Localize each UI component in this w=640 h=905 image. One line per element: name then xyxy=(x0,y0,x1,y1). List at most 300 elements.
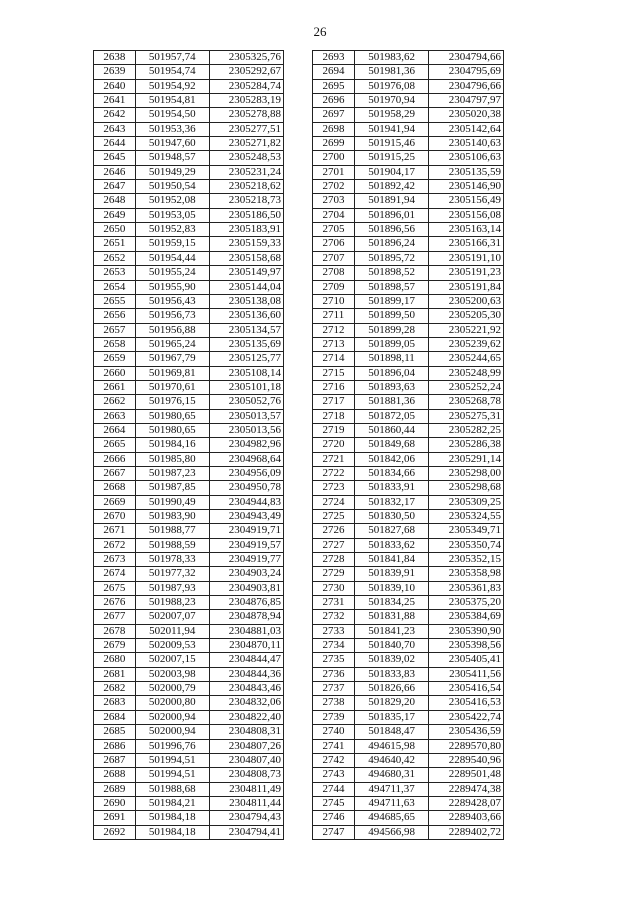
x-coordinate-cell: 494566,98 xyxy=(354,825,429,839)
table-row xyxy=(94,280,284,294)
y-coordinate-cell: 2304807,40 xyxy=(209,753,283,767)
point-number-cell: 2650 xyxy=(94,223,136,237)
y-coordinate-cell: 2289403,66 xyxy=(429,811,504,825)
y-coordinate-cell: 2305191,10 xyxy=(429,251,504,265)
x-coordinate-cell: 501970,94 xyxy=(354,94,429,108)
x-coordinate-cell: 501891,94 xyxy=(354,194,429,208)
y-coordinate-cell: 2304797,97 xyxy=(429,94,504,108)
table-row xyxy=(94,782,284,796)
y-coordinate-cell: 2305291,14 xyxy=(429,452,504,466)
table-row xyxy=(313,782,504,796)
table-row xyxy=(94,237,284,251)
point-number-cell: 2731 xyxy=(313,596,355,610)
point-number-cell: 2729 xyxy=(313,567,355,581)
table-row xyxy=(94,309,284,323)
y-coordinate-cell: 2305283,19 xyxy=(209,94,283,108)
point-number-cell: 2726 xyxy=(313,524,355,538)
x-coordinate-cell: 501978,33 xyxy=(135,553,209,567)
x-coordinate-cell: 501987,23 xyxy=(135,466,209,480)
point-number-cell: 2712 xyxy=(313,323,355,337)
point-number-cell: 2640 xyxy=(94,79,136,93)
point-number-cell: 2673 xyxy=(94,553,136,567)
y-coordinate-cell: 2305384,69 xyxy=(429,610,504,624)
table-row xyxy=(94,122,284,136)
x-coordinate-cell: 501985,80 xyxy=(135,452,209,466)
table-row xyxy=(313,811,504,825)
y-coordinate-cell: 2305135,59 xyxy=(429,165,504,179)
y-coordinate-cell: 2305390,90 xyxy=(429,624,504,638)
point-number-cell: 2709 xyxy=(313,280,355,294)
point-number-cell: 2721 xyxy=(313,452,355,466)
x-coordinate-cell: 501983,90 xyxy=(135,510,209,524)
table-row xyxy=(94,423,284,437)
x-coordinate-cell: 501988,59 xyxy=(135,538,209,552)
y-coordinate-cell: 2305252,24 xyxy=(429,380,504,394)
x-coordinate-cell: 502007,15 xyxy=(135,653,209,667)
table-row xyxy=(94,653,284,667)
x-coordinate-cell: 501899,05 xyxy=(354,337,429,351)
x-coordinate-cell: 501898,57 xyxy=(354,280,429,294)
x-coordinate-cell: 501915,25 xyxy=(354,151,429,165)
point-number-cell: 2732 xyxy=(313,610,355,624)
y-coordinate-cell: 2305282,25 xyxy=(429,423,504,437)
y-coordinate-cell: 2305277,51 xyxy=(209,122,283,136)
table-row xyxy=(313,495,504,509)
table-row xyxy=(94,796,284,810)
y-coordinate-cell: 2305375,20 xyxy=(429,596,504,610)
y-coordinate-cell: 2305298,68 xyxy=(429,481,504,495)
point-number-cell: 2705 xyxy=(313,223,355,237)
x-coordinate-cell: 501955,24 xyxy=(135,266,209,280)
point-number-cell: 2706 xyxy=(313,237,355,251)
table-row xyxy=(313,108,504,122)
table-row xyxy=(313,237,504,251)
x-coordinate-cell: 501896,24 xyxy=(354,237,429,251)
y-coordinate-cell: 2305183,91 xyxy=(209,223,283,237)
x-coordinate-cell: 501984,18 xyxy=(135,825,209,839)
y-coordinate-cell: 2305146,90 xyxy=(429,180,504,194)
x-coordinate-cell: 501833,91 xyxy=(354,481,429,495)
page-number: 26 xyxy=(313,24,327,39)
y-coordinate-cell: 2304794,43 xyxy=(209,811,283,825)
point-number-cell: 2741 xyxy=(313,739,355,753)
x-coordinate-cell: 501965,24 xyxy=(135,337,209,351)
y-coordinate-cell: 2304796,66 xyxy=(429,79,504,93)
x-coordinate-cell: 501954,81 xyxy=(135,94,209,108)
x-coordinate-cell: 501839,02 xyxy=(354,653,429,667)
table-row xyxy=(313,682,504,696)
point-number-cell: 2660 xyxy=(94,366,136,380)
x-coordinate-cell: 502000,79 xyxy=(135,682,209,696)
point-number-cell: 2737 xyxy=(313,682,355,696)
x-coordinate-cell: 501830,50 xyxy=(354,510,429,524)
table-row xyxy=(313,79,504,93)
point-number-cell: 2689 xyxy=(94,782,136,796)
x-coordinate-cell: 494640,42 xyxy=(354,753,429,767)
point-number-cell: 2654 xyxy=(94,280,136,294)
x-coordinate-cell: 494711,37 xyxy=(354,782,429,796)
x-coordinate-cell: 501839,10 xyxy=(354,581,429,595)
y-coordinate-cell: 2305013,56 xyxy=(209,423,283,437)
y-coordinate-cell: 2304943,49 xyxy=(209,510,283,524)
table-row xyxy=(94,165,284,179)
x-coordinate-cell: 494685,65 xyxy=(354,811,429,825)
table-row xyxy=(94,208,284,222)
table-row xyxy=(313,739,504,753)
point-number-cell: 2746 xyxy=(313,811,355,825)
table-row xyxy=(94,438,284,452)
table-row xyxy=(94,337,284,351)
point-number-cell: 2704 xyxy=(313,208,355,222)
y-coordinate-cell: 2305398,56 xyxy=(429,639,504,653)
table-row xyxy=(313,137,504,151)
x-coordinate-cell: 501860,44 xyxy=(354,423,429,437)
point-number-cell: 2743 xyxy=(313,768,355,782)
table-row xyxy=(94,94,284,108)
y-coordinate-cell: 2305200,63 xyxy=(429,294,504,308)
x-coordinate-cell: 501896,01 xyxy=(354,208,429,222)
x-coordinate-cell: 501839,91 xyxy=(354,567,429,581)
y-coordinate-cell: 2304903,24 xyxy=(209,567,283,581)
table-row xyxy=(313,151,504,165)
x-coordinate-cell: 501977,32 xyxy=(135,567,209,581)
x-coordinate-cell: 501984,21 xyxy=(135,796,209,810)
y-coordinate-cell: 2305405,41 xyxy=(429,653,504,667)
y-coordinate-cell: 2304870,11 xyxy=(209,639,283,653)
point-number-cell: 2653 xyxy=(94,266,136,280)
point-number-cell: 2639 xyxy=(94,65,136,79)
point-number-cell: 2666 xyxy=(94,452,136,466)
point-number-cell: 2652 xyxy=(94,251,136,265)
point-number-cell: 2687 xyxy=(94,753,136,767)
point-number-cell: 2736 xyxy=(313,667,355,681)
x-coordinate-cell: 501949,29 xyxy=(135,165,209,179)
point-number-cell: 2711 xyxy=(313,309,355,323)
x-coordinate-cell: 501872,05 xyxy=(354,409,429,423)
y-coordinate-cell: 2289540,96 xyxy=(429,753,504,767)
point-number-cell: 2693 xyxy=(313,51,355,65)
table-row xyxy=(313,122,504,136)
y-coordinate-cell: 2305166,31 xyxy=(429,237,504,251)
x-coordinate-cell: 501984,16 xyxy=(135,438,209,452)
point-number-cell: 2722 xyxy=(313,466,355,480)
point-number-cell: 2682 xyxy=(94,682,136,696)
point-number-cell: 2669 xyxy=(94,495,136,509)
y-coordinate-cell: 2305248,99 xyxy=(429,366,504,380)
point-number-cell: 2645 xyxy=(94,151,136,165)
point-number-cell: 2735 xyxy=(313,653,355,667)
point-number-cell: 2725 xyxy=(313,510,355,524)
point-number-cell: 2696 xyxy=(313,94,355,108)
y-coordinate-cell: 2304843,46 xyxy=(209,682,283,696)
table-row xyxy=(94,495,284,509)
point-number-cell: 2710 xyxy=(313,294,355,308)
y-coordinate-cell: 2304822,40 xyxy=(209,710,283,724)
point-number-cell: 2643 xyxy=(94,122,136,136)
table-row xyxy=(313,366,504,380)
table-row xyxy=(313,266,504,280)
table-row xyxy=(94,466,284,480)
point-number-cell: 2651 xyxy=(94,237,136,251)
point-number-cell: 2642 xyxy=(94,108,136,122)
y-coordinate-cell: 2304844,47 xyxy=(209,653,283,667)
y-coordinate-cell: 2305309,25 xyxy=(429,495,504,509)
y-coordinate-cell: 2305352,15 xyxy=(429,553,504,567)
x-coordinate-cell: 501958,29 xyxy=(354,108,429,122)
point-number-cell: 2719 xyxy=(313,423,355,437)
x-coordinate-cell: 501840,70 xyxy=(354,639,429,653)
table-row xyxy=(94,596,284,610)
table-row xyxy=(313,825,504,839)
y-coordinate-cell: 2305136,60 xyxy=(209,309,283,323)
x-coordinate-cell: 501848,47 xyxy=(354,725,429,739)
point-number-cell: 2647 xyxy=(94,180,136,194)
x-coordinate-cell: 501954,92 xyxy=(135,79,209,93)
point-number-cell: 2656 xyxy=(94,309,136,323)
point-number-cell: 2691 xyxy=(94,811,136,825)
x-coordinate-cell: 502000,94 xyxy=(135,725,209,739)
y-coordinate-cell: 2305286,38 xyxy=(429,438,504,452)
table-row xyxy=(94,452,284,466)
table-row xyxy=(313,567,504,581)
y-coordinate-cell: 2304808,31 xyxy=(209,725,283,739)
point-number-cell: 2723 xyxy=(313,481,355,495)
point-number-cell: 2657 xyxy=(94,323,136,337)
y-coordinate-cell: 2289501,48 xyxy=(429,768,504,782)
y-coordinate-cell: 2305149,97 xyxy=(209,266,283,280)
point-number-cell: 2747 xyxy=(313,825,355,839)
x-coordinate-cell: 501827,68 xyxy=(354,524,429,538)
x-coordinate-cell: 501833,83 xyxy=(354,667,429,681)
y-coordinate-cell: 2305271,82 xyxy=(209,137,283,151)
table-row xyxy=(94,366,284,380)
y-coordinate-cell: 2304878,94 xyxy=(209,610,283,624)
y-coordinate-cell: 2304950,78 xyxy=(209,481,283,495)
x-coordinate-cell: 501899,50 xyxy=(354,309,429,323)
x-coordinate-cell: 501967,79 xyxy=(135,352,209,366)
y-coordinate-cell: 2305361,83 xyxy=(429,581,504,595)
point-number-cell: 2727 xyxy=(313,538,355,552)
x-coordinate-cell: 501881,36 xyxy=(354,395,429,409)
x-coordinate-cell: 501956,43 xyxy=(135,294,209,308)
coordinates-table-right xyxy=(312,50,504,840)
point-number-cell: 2686 xyxy=(94,739,136,753)
table-row xyxy=(313,624,504,638)
table-row xyxy=(94,323,284,337)
point-number-cell: 2744 xyxy=(313,782,355,796)
table-row xyxy=(313,610,504,624)
point-number-cell: 2663 xyxy=(94,409,136,423)
table-row xyxy=(313,596,504,610)
table-row xyxy=(313,524,504,538)
x-coordinate-cell: 494615,98 xyxy=(354,739,429,753)
point-number-cell: 2684 xyxy=(94,710,136,724)
y-coordinate-cell: 2305349,71 xyxy=(429,524,504,538)
x-coordinate-cell: 501990,49 xyxy=(135,495,209,509)
table-row xyxy=(313,208,504,222)
y-coordinate-cell: 2304919,71 xyxy=(209,524,283,538)
y-coordinate-cell: 2305350,74 xyxy=(429,538,504,552)
y-coordinate-cell: 2289570,80 xyxy=(429,739,504,753)
point-number-cell: 2655 xyxy=(94,294,136,308)
point-number-cell: 2662 xyxy=(94,395,136,409)
x-coordinate-cell: 502011,94 xyxy=(135,624,209,638)
point-number-cell: 2715 xyxy=(313,366,355,380)
x-coordinate-cell: 501956,73 xyxy=(135,309,209,323)
table-row xyxy=(313,481,504,495)
x-coordinate-cell: 501893,63 xyxy=(354,380,429,394)
table-row xyxy=(313,510,504,524)
y-coordinate-cell: 2304968,64 xyxy=(209,452,283,466)
y-coordinate-cell: 2305186,50 xyxy=(209,208,283,222)
x-coordinate-cell: 501988,23 xyxy=(135,596,209,610)
point-number-cell: 2664 xyxy=(94,423,136,437)
table-row xyxy=(94,194,284,208)
table-row xyxy=(313,768,504,782)
point-number-cell: 2681 xyxy=(94,667,136,681)
y-coordinate-cell: 2304795,69 xyxy=(429,65,504,79)
y-coordinate-cell: 2305125,77 xyxy=(209,352,283,366)
table-row xyxy=(313,294,504,308)
table-row xyxy=(94,380,284,394)
point-number-cell: 2638 xyxy=(94,51,136,65)
point-number-cell: 2695 xyxy=(313,79,355,93)
y-coordinate-cell: 2305156,08 xyxy=(429,208,504,222)
y-coordinate-cell: 2305134,57 xyxy=(209,323,283,337)
point-number-cell: 2730 xyxy=(313,581,355,595)
table-row xyxy=(313,452,504,466)
y-coordinate-cell: 2305422,74 xyxy=(429,710,504,724)
x-coordinate-cell: 501953,36 xyxy=(135,122,209,136)
table-row xyxy=(313,710,504,724)
point-number-cell: 2734 xyxy=(313,639,355,653)
point-number-cell: 2728 xyxy=(313,553,355,567)
x-coordinate-cell: 501954,74 xyxy=(135,65,209,79)
table-row xyxy=(313,639,504,653)
y-coordinate-cell: 2304811,44 xyxy=(209,796,283,810)
x-coordinate-cell: 501947,60 xyxy=(135,137,209,151)
table-row xyxy=(94,65,284,79)
point-number-cell: 2672 xyxy=(94,538,136,552)
table-row xyxy=(94,710,284,724)
x-coordinate-cell: 501941,94 xyxy=(354,122,429,136)
y-coordinate-cell: 2305159,33 xyxy=(209,237,283,251)
y-coordinate-cell: 2304881,03 xyxy=(209,624,283,638)
point-number-cell: 2683 xyxy=(94,696,136,710)
table-row xyxy=(94,567,284,581)
table-row xyxy=(94,510,284,524)
point-number-cell: 2677 xyxy=(94,610,136,624)
table-row xyxy=(94,223,284,237)
table-row xyxy=(94,538,284,552)
point-number-cell: 2745 xyxy=(313,796,355,810)
x-coordinate-cell: 501953,05 xyxy=(135,208,209,222)
table-row xyxy=(94,151,284,165)
x-coordinate-cell: 502009,53 xyxy=(135,639,209,653)
x-coordinate-cell: 501983,62 xyxy=(354,51,429,65)
x-coordinate-cell: 502000,80 xyxy=(135,696,209,710)
table-row xyxy=(313,466,504,480)
point-number-cell: 2724 xyxy=(313,495,355,509)
x-coordinate-cell: 501994,51 xyxy=(135,768,209,782)
point-number-cell: 2665 xyxy=(94,438,136,452)
x-coordinate-cell: 501892,42 xyxy=(354,180,429,194)
table-row xyxy=(313,667,504,681)
point-number-cell: 2698 xyxy=(313,122,355,136)
x-coordinate-cell: 501915,46 xyxy=(354,137,429,151)
point-number-cell: 2703 xyxy=(313,194,355,208)
point-number-cell: 2674 xyxy=(94,567,136,581)
table-row xyxy=(94,610,284,624)
y-coordinate-cell: 2305205,30 xyxy=(429,309,504,323)
point-number-cell: 2714 xyxy=(313,352,355,366)
y-coordinate-cell: 2304944,83 xyxy=(209,495,283,509)
y-coordinate-cell: 2304876,85 xyxy=(209,596,283,610)
x-coordinate-cell: 501976,08 xyxy=(354,79,429,93)
x-coordinate-cell: 501898,11 xyxy=(354,352,429,366)
y-coordinate-cell: 2305416,54 xyxy=(429,682,504,696)
table-row xyxy=(313,538,504,552)
point-number-cell: 2670 xyxy=(94,510,136,524)
y-coordinate-cell: 2305218,73 xyxy=(209,194,283,208)
table-row xyxy=(94,639,284,653)
table-row xyxy=(94,79,284,93)
x-coordinate-cell: 501988,68 xyxy=(135,782,209,796)
coordinates-table-left xyxy=(93,50,284,840)
y-coordinate-cell: 2305140,63 xyxy=(429,137,504,151)
x-coordinate-cell: 501955,90 xyxy=(135,280,209,294)
y-coordinate-cell: 2304844,36 xyxy=(209,667,283,681)
table-row xyxy=(313,180,504,194)
y-coordinate-cell: 2305248,53 xyxy=(209,151,283,165)
y-coordinate-cell: 2304794,66 xyxy=(429,51,504,65)
y-coordinate-cell: 2304919,57 xyxy=(209,538,283,552)
x-coordinate-cell: 501834,25 xyxy=(354,596,429,610)
x-coordinate-cell: 501956,88 xyxy=(135,323,209,337)
y-coordinate-cell: 2305142,64 xyxy=(429,122,504,136)
table-row xyxy=(94,682,284,696)
table-row xyxy=(313,380,504,394)
x-coordinate-cell: 501987,93 xyxy=(135,581,209,595)
point-number-cell: 2685 xyxy=(94,725,136,739)
point-number-cell: 2738 xyxy=(313,696,355,710)
point-number-cell: 2713 xyxy=(313,337,355,351)
point-number-cell: 2659 xyxy=(94,352,136,366)
y-coordinate-cell: 2304807,26 xyxy=(209,739,283,753)
table-row xyxy=(313,409,504,423)
point-number-cell: 2680 xyxy=(94,653,136,667)
x-coordinate-cell: 501988,77 xyxy=(135,524,209,538)
table-row xyxy=(313,337,504,351)
table-row xyxy=(313,581,504,595)
point-number-cell: 2697 xyxy=(313,108,355,122)
x-coordinate-cell: 501842,06 xyxy=(354,452,429,466)
table-row xyxy=(94,294,284,308)
y-coordinate-cell: 2305218,62 xyxy=(209,180,283,194)
y-coordinate-cell: 2305135,69 xyxy=(209,337,283,351)
y-coordinate-cell: 2305013,57 xyxy=(209,409,283,423)
y-coordinate-cell: 2305284,74 xyxy=(209,79,283,93)
table-row xyxy=(94,811,284,825)
point-number-cell: 2692 xyxy=(94,825,136,839)
point-number-cell: 2718 xyxy=(313,409,355,423)
y-coordinate-cell: 2305436,59 xyxy=(429,725,504,739)
y-coordinate-cell: 2305416,53 xyxy=(429,696,504,710)
table-row xyxy=(313,165,504,179)
y-coordinate-cell: 2305239,62 xyxy=(429,337,504,351)
table-row xyxy=(313,438,504,452)
table-row xyxy=(94,753,284,767)
